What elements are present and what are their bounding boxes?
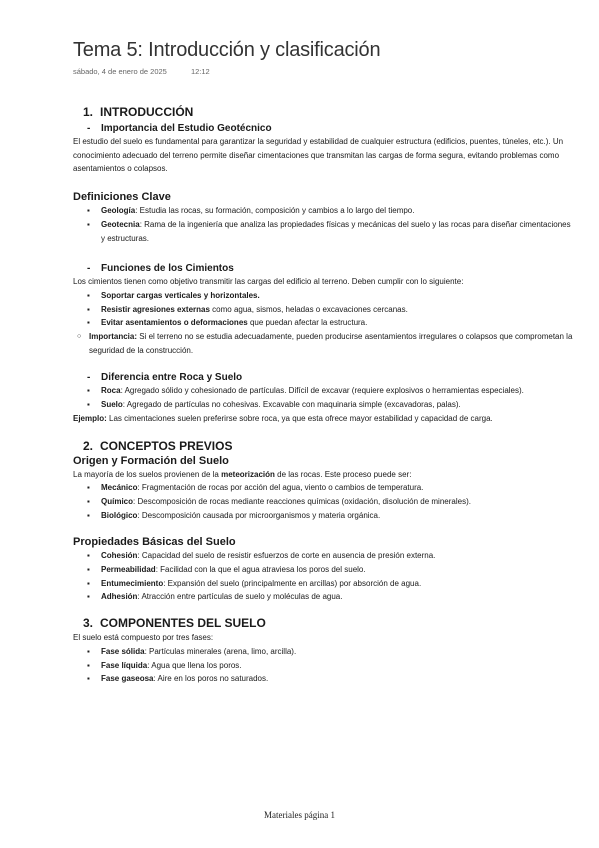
list-item: ▪ Permeabilidad: Facilidad con la que el agua atraviesa los poros del suelo. [87,563,573,577]
list-item: ▪ Evitar asentamientos o deformaciones que puedan afectar la estructura. [87,316,573,330]
section-1-title: INTRODUCCIÓN [100,105,194,119]
list-item: ▪ Fase líquida: Agua que llena los poros. [87,659,573,673]
subheading-diferencia: - Diferencia entre Roca y Suelo [87,372,243,384]
section-3-number: 3. [83,616,94,631]
list-item: ▪ Resistir agresiones externas como agua, sismos, heladas o excavaciones cercanas. [87,303,573,317]
list-item: ▪ Mecánico: Fragmentación de rocas por acción del agua, viento o cambios de temperatura. [87,481,573,495]
list-item: ▪ Entumecimiento: Expansión del suelo (principalmente en arcillas) por absorción de agua. [87,577,573,591]
list-funciones [73,289,573,330]
list-origen [73,481,573,522]
page-footer: Materiales página 1 [264,810,335,820]
section-2-number: 2. [83,438,94,453]
list-item: ▪ Cohesión: Capacidad del suelo de resistir esfuerzos de corte en ausencia de presión externa. [87,549,573,563]
dash-bullet: - [87,372,91,384]
list-item: ▪ Suelo: Agregado de partículas no cohesivas. Excavable con maquinaria simple (excavadoras, palas). [87,398,573,412]
paragraph-origen: La mayoría de los suelos provienen de la meteorización de las rocas. Este proceso puede ser: [73,469,412,479]
paragraph-ejemplo: Ejemplo: Las cimentaciones suelen preferirse sobre roca, ya que esta ofrece mayor estabilidad y capacidad de carga. [73,413,493,423]
subheading-funciones: - Funciones de los Cimientos [87,263,234,275]
list-item: ▪ Adhesión: Atracción entre partículas de suelo y moléculas de agua. [87,590,573,604]
page-meta [73,67,573,77]
list-item: ▪ Químico: Descomposición de rocas mediante reacciones químicas (oxidación, disolución de minerales). [87,495,573,509]
section-2-heading [73,439,573,454]
paragraph-funciones: Los cimientos tienen como objetivo transmitir las cargas del edificio al terreno. Deben cumplir con lo siguiente: [73,277,464,287]
list-item: ▪ Roca: Agregado sólido y cohesionado de partículas. Difícil de excavar (requiere explosivos o herramientas especiales). [87,384,573,398]
section-2-title: CONCEPTOS PREVIOS [100,438,233,453]
list-item: ▪ Biológico: Descomposición causada por microorganismos y materia orgánica. [87,509,573,523]
section-3-title: COMPONENTES DEL SUELO [100,616,266,631]
note-importancia: ○ Importancia: Si el terreno no se estudia adecuadamente, pueden producirse asentamientos irregulares o colapsos que comprometan la seguridad de la construcción. [73,330,573,357]
dash-bullet: - [87,123,91,134]
page-time: 12:12 [190,67,210,76]
list-item: ▪ Geotecnia: Rama de la ingeniería que analiza las propiedades físicas y mecánicas del suelo y las rocas para diseñar cimentaciones y estructuras. [87,218,573,245]
paragraph-componentes: El suelo está compuesto por tres fases: [73,633,214,643]
heading-propiedades: Propiedades Básicas del Suelo [73,536,236,549]
list-fases [73,645,573,686]
list-definiciones [73,204,573,245]
section-1-heading [73,105,573,120]
list-item: ▪ Soportar cargas verticales y horizontales. [87,289,573,303]
heading-origen: Origen y Formación del Suelo [73,454,229,467]
paragraph-importancia: El estudio del suelo es fundamental para garantizar la seguridad y estabilidad de cualquier estructura (edificios, puentes, túneles, etc.). Un conocimiento adecuado del terreno permite diseñar cimentaciones que transmitan las cargas de forma segura, evitando problemas como asentamientos o colapsos. [73,137,564,174]
list-item: ▪ Geología: Estudia las rocas, su formación, composición y cambios a lo largo del tiempo. [87,204,573,218]
section-1-number: 1. [83,105,94,119]
dash-bullet: - [87,263,91,275]
list-propiedades [73,549,573,604]
subheading-importancia: - Importancia del Estudio Geotécnico [87,123,272,134]
page-date: sábado, 4 de enero de 2025 [73,67,167,76]
document-page [73,38,573,686]
section-3-heading [73,616,573,631]
list-item: ▪ Fase sólida: Partículas minerales (arena, limo, arcilla). [87,645,573,659]
list-item: ▪ Fase gaseosa: Aire en los poros no saturados. [87,672,573,686]
page-title: Tema 5: Introducción y clasificación [73,39,381,61]
heading-definiciones: Definiciones Clave [73,191,171,204]
list-diferencia [73,384,573,411]
